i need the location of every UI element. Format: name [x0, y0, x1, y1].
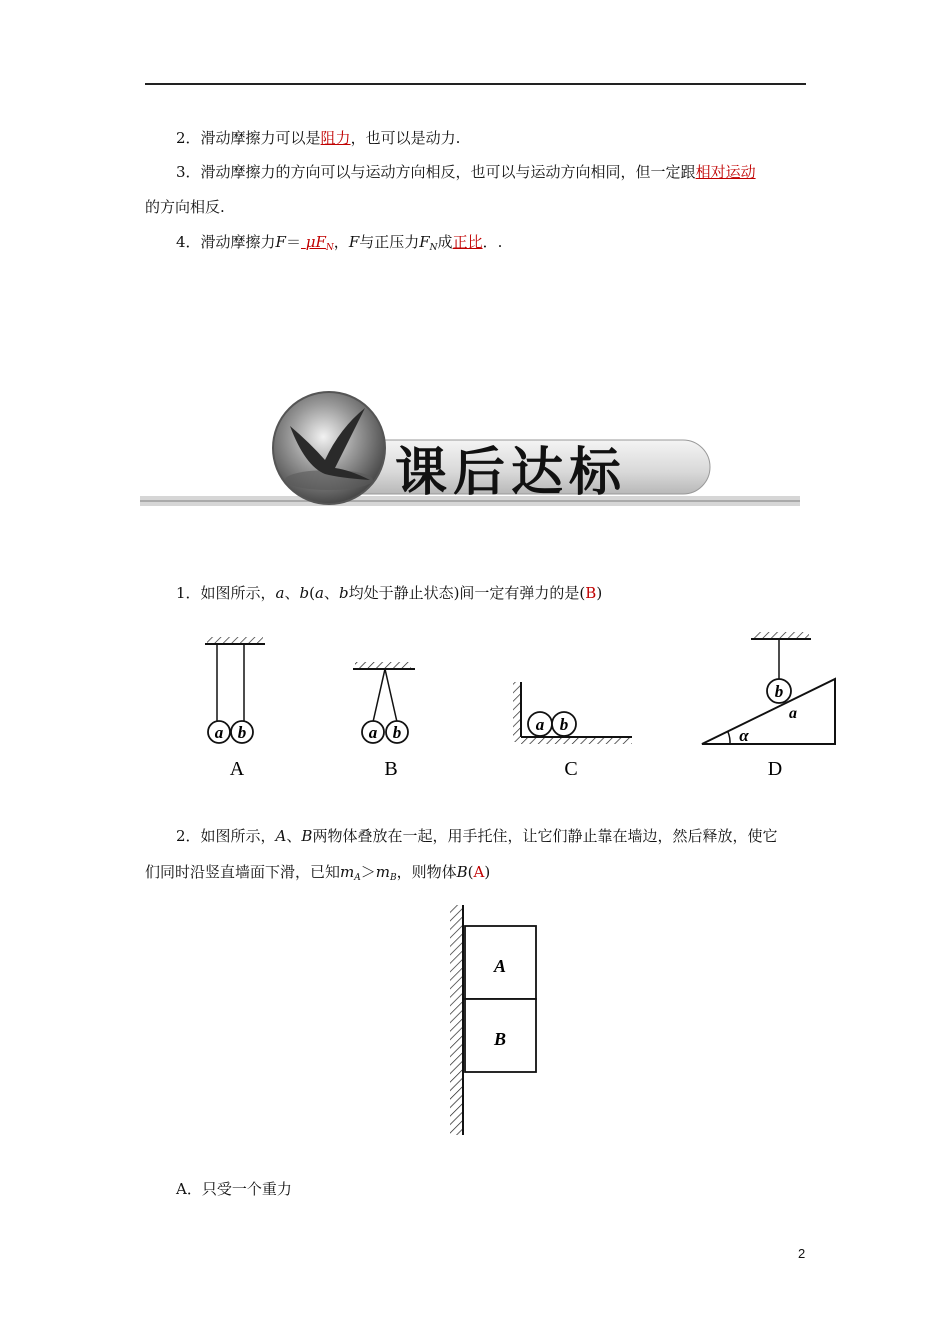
q1-close: ) [596, 584, 603, 602]
q1-var-a2: a [314, 584, 324, 602]
statement-4-end: ．. [482, 233, 503, 251]
mu-F: μF [305, 233, 326, 251]
symbol-FN: F [419, 233, 430, 251]
symbol-FN-sub: N [429, 243, 438, 253]
q1-var-b2: b [338, 584, 349, 602]
figure-1-label-b: B [384, 758, 398, 780]
comma: ， [333, 233, 349, 251]
q1-text2: 均处于静止状态)间一定有弹力的是( [348, 584, 586, 602]
q1-sep3: 、 [323, 584, 339, 602]
angle-alpha-label: α [739, 726, 749, 745]
mass-B: m [375, 863, 390, 881]
figure-1 [195, 620, 845, 785]
q2-text: 2．如图所示， [176, 827, 276, 845]
ball-a-label: a [535, 715, 545, 734]
q1-sep1: 、 [284, 584, 300, 602]
q2-text2: 两物体叠放在一起，用手托住，让它们静止靠在墙边，然后释放，使它 [312, 827, 778, 845]
statement-3 [176, 162, 756, 182]
mass-A: m [340, 863, 355, 881]
statement-2 [176, 128, 460, 148]
q1-sep2: ( [309, 584, 315, 602]
banner-title: 课后达标 [395, 445, 628, 502]
ball-b-label: b [392, 723, 402, 742]
symbol-F2: F [348, 233, 360, 251]
figure-2 [445, 900, 545, 1140]
ball-a-label: a [214, 723, 224, 742]
q1-var-b: b [299, 584, 310, 602]
figure-1-label-d: D [767, 758, 783, 780]
statement-2-text: 2．滑动摩擦力可以是 [176, 129, 321, 147]
answer-blank-proportional: 正比 [452, 233, 483, 251]
option-a: A．只受一个重力 [176, 1180, 292, 1198]
page-number: 2 [798, 1246, 806, 1261]
ball-a-label: a [368, 723, 378, 742]
q1-answer: B [585, 584, 597, 602]
mass-B-sub: B [390, 873, 397, 883]
statement-4-mid: 与正压力 [359, 233, 420, 251]
answer-blank-relative-motion: 相对运动 [695, 163, 756, 181]
question-2-line-1 [176, 826, 777, 846]
figure-1-label-a: A [229, 758, 245, 780]
block-a-label: A [493, 956, 507, 976]
statement-3-continued: 的方向相反. [145, 198, 225, 216]
question-1 [176, 583, 602, 603]
ball-b-label: b [559, 715, 569, 734]
figure-1-label-c: C [564, 758, 578, 780]
statement-3-text: 3．滑动摩擦力的方向可以与运动方向相反，也可以与运动方向相同，但一定跟 [176, 163, 696, 181]
answer-blank-muFN [301, 233, 334, 251]
q2-l2-text: 们同时沿竖直墙面下滑，已知 [145, 863, 341, 881]
mass-A-sub: A [354, 873, 361, 883]
statement-4-text: 4．滑动摩擦力 [176, 233, 276, 251]
statement-4-cheng: 成 [437, 233, 453, 251]
section-banner [140, 388, 805, 513]
q2-sep: 、 [286, 827, 302, 845]
answer-blank-resistance: 阻力 [320, 129, 351, 147]
q2-open: ( [467, 863, 474, 881]
q2-l2-text2: ，则物体 [396, 863, 457, 881]
wall [450, 905, 462, 1135]
ball-b-label: b [774, 682, 784, 701]
q2-var-B: B [301, 827, 313, 845]
figure-1-option-a [205, 637, 265, 780]
q2-var-B2: B [456, 863, 468, 881]
q2-close: ) [484, 863, 491, 881]
equals-sign: ＝ [285, 233, 301, 251]
q1-text: 1．如图所示， [176, 584, 276, 602]
q1-var-a: a [275, 584, 285, 602]
q2-answer: A [473, 863, 485, 881]
ball-b-label: b [237, 723, 247, 742]
statement-4 [176, 232, 502, 258]
greater-than: ＞ [360, 863, 376, 881]
header-rule [145, 83, 806, 85]
block-b-label: B [493, 1029, 507, 1049]
figure-1-option-c [513, 682, 632, 780]
figure-1-option-b [353, 662, 415, 780]
statement-2-tail: ，也可以是动力. [350, 129, 461, 147]
mu-F-sub: N [325, 243, 334, 253]
slope-a-label: a [789, 705, 797, 722]
symbol-F: F [275, 233, 286, 251]
question-2-line-2 [145, 862, 490, 888]
q2-var-A: A [275, 827, 287, 845]
figure-1-option-d [702, 632, 835, 780]
